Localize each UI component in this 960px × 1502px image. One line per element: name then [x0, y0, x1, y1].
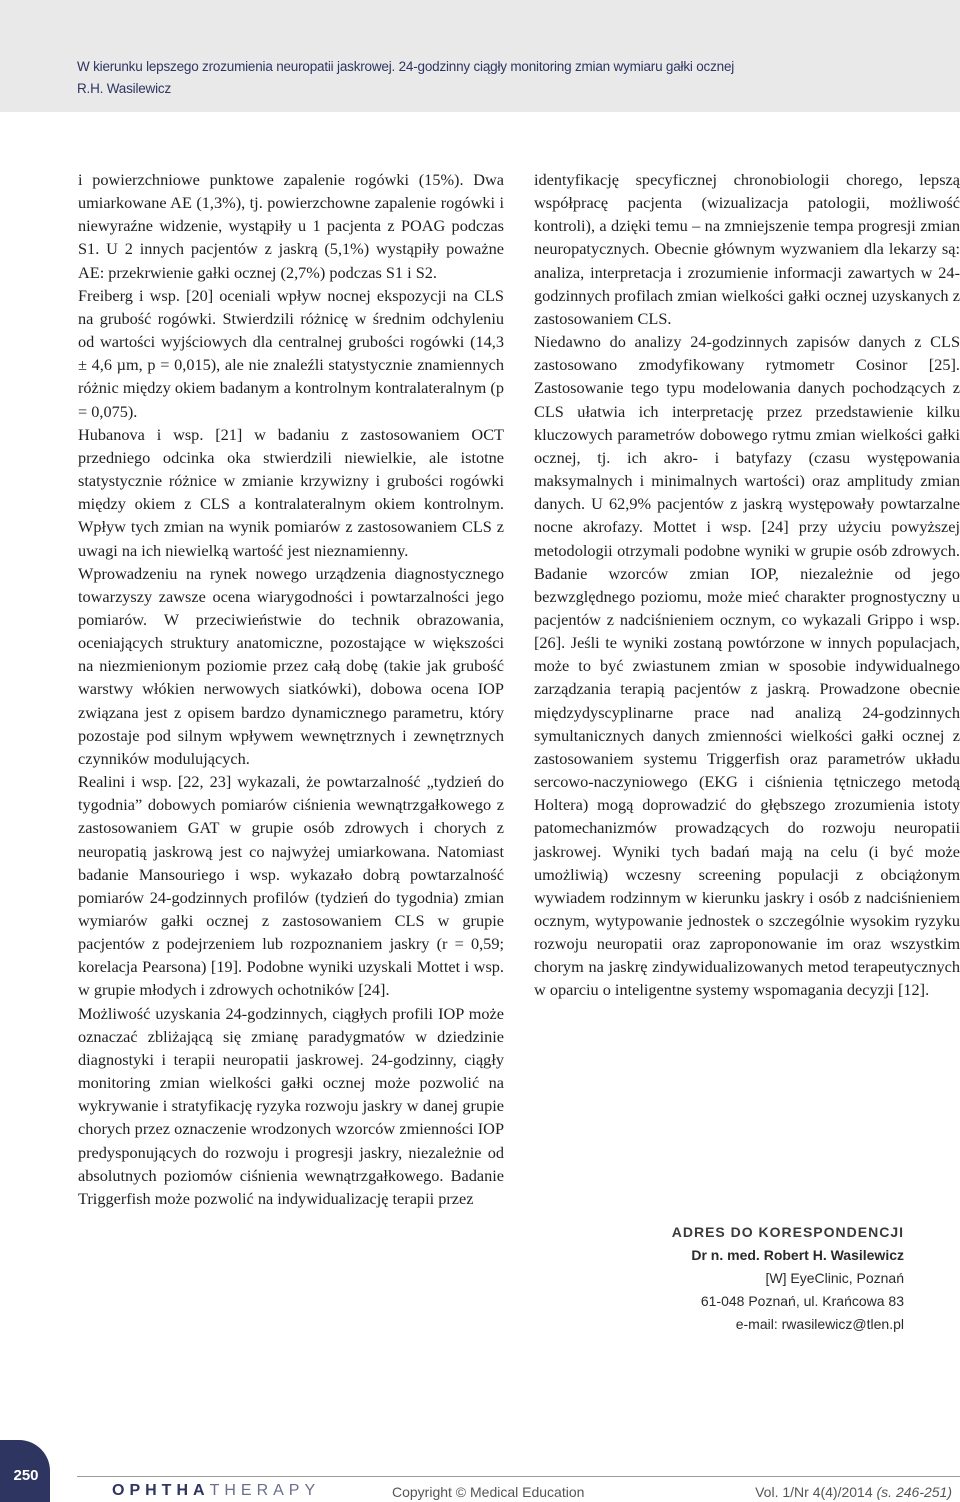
correspondence-block: [630, 1221, 904, 1336]
paragraph: i powierzchniowe punktowe zapalenie rogówki (15%). Dwa umiarkowane AE (1,3%), tj. powierzchowne zapalenie rogówki i niewyraźne widzenie, wystąpiły u 1 pacjenta z POAG podczas S1. U 2 innych pacjentów z jaskrą (5,1%) wystąpiły poważne AE: przekrwienie gałki ocznej (2,7%) podczas S1 i S2.: [78, 170, 504, 282]
paragraph: Hubanova i wsp. [21] w badaniu z zastosowaniem OCT przedniego odcinka oka stwierdzili niewielkie, ale istotne statystycznie różnice w zmianie krzywizny i grubości rogówki między okiem z CLS a kontralateralnym okiem kontrolnym. Wpływ tych zmian na wynik pomiarów z zastosowaniem CLS z uwagi na ich niewielką wartość jest nieznamienny.: [78, 424, 504, 560]
page-range: (s. 246-251): [876, 1484, 952, 1500]
copyright: Copyright © Medical Education: [392, 1484, 585, 1500]
volume: Vol. 1/Nr 4(4)/2014: [755, 1484, 873, 1500]
correspondence-heading: ADRES DO KORESPONDENCJI: [671, 1224, 904, 1240]
paragraph: identyfikację specyficznej chronobiologii chorego, lepszą współpracę pacjenta (wizualizacja patologii, możliwość kontroli), a dzięki temu – na zmniejszenie tempa progresji zmian neuropatycznych. Obecnie głównym wyzwaniem dla lekarzy są: analiza, interpretacja i zrozumienie informacji zawartych w 24-godzinnych profilach zmian wielkości gałki ocznej uzyskanych z zastosowaniem CLS.: [534, 170, 960, 328]
paragraph: Możliwość uzyskania 24-godzinnych, ciągłych profili IOP może oznaczać zbliżającą się zmianę paradygmatów w dziedzinie diagnostyki i terapii neuropatii jaskrowej. 24-godzinny, ciągły monitoring zmian wielkości gałki ocznej może pozwolić na wykrywanie i stratyfikację ryzyka rozwoju jaskry w danej grupie chorych przez oznaczenie wrodzonych wzorców zmienności IOP predysponujących do rozwoju i progresji jaskry, niezależnie od absolutnych poziomów ciśnienia wewnątrzgałkowego. Badanie Triggerfish może pozwolić na indywidualizację terapii przez: [78, 1003, 504, 1208]
running-title: W kierunku lepszego zrozumienia neuropatii jaskrowej. 24-godzinny ciągły monitoring zmian wymiaru gałki ocznej: [77, 59, 735, 74]
footer-divider: [77, 1476, 960, 1477]
paragraph: Wprowadzeniu na rynek nowego urządzenia diagnostycznego towarzyszy zawsze ocena wiarygodności i powtarzalności jego pomiarów. W przeciwieństwie do technik obrazowania, oceniających struktury anatomiczne, pozostające w większości na niezmienionym poziomie przez całą dobę (takie jak grubość warstwy włókien nerwowych siatkówki), dobowa ocena IOP związana jest z opisem bardzo dynamicznego parametru, który pozostaje pod silnym wpływem wewnętrznych i zewnętrznych czynników modulujących.: [78, 563, 504, 768]
paragraph: Realini i wsp. [22, 23] wykazali, że powtarzalność „tydzień do tygodnia” dobowych pomiarów ciśnienia wewnątrzgałkowego z zastosowaniem GAT w grupie osób zdrowych i chorych z neuropatią jaskrową jest co najwyżej umiarkowana. Natomiast badanie Mansouriego i wsp. wykazało dobrą powtarzalność pomiarów 24-godzinnych profilów (tydzień do tygodnia) zmian wymiarów gałki ocznej z zastosowaniem CLS w grupie pacjentów z podejrzeniem lub rozpoznaniem jaskry (r = 0,59; korelacja Pearsona) [19]. Podobne wyniki uzyskali Mottet i wsp. w grupie młodych i zdrowych ochotników [24].: [78, 772, 504, 1000]
correspondence-name: Dr n. med. Robert H. Wasilewicz: [691, 1247, 904, 1263]
correspondence-email: e-mail: rwasilewicz@tlen.pl: [735, 1316, 904, 1332]
page-number: 250: [13, 1467, 39, 1484]
paragraph: Freiberg i wsp. [20] oceniali wpływ nocnej ekspozycji na CLS na grubość rogówki. Stwierdzili różnicę w średnim odchyleniu od wartości wyjściowych dla centralnej grubości rogówki (14,3 ± 4,6 µm, p = 0,015), ale nie znaleźli statystycznie znamiennych różnic między okiem badanym a kontrolnym kontralateralnym (p = 0,075).: [78, 285, 504, 421]
journal-logo-light: THERAPY: [209, 1482, 321, 1499]
correspondence-address-1: [W] EyeClinic, Poznań: [765, 1270, 904, 1286]
left-column: [78, 168, 504, 1210]
paragraph: Niedawno do analizy 24-godzinnych zapisów danych z CLS zastosowano zmodyfikowany rytmometr Cosinor [25]. Zastosowanie tego typu modelowania danych pochodzących z CLS ułatwia ich interpretację przez przedstawienie kilku kluczowych parametrów dobowego rytmu zmian wielkości gałki ocznej, tj. ich akro- i batyfazy (czasu występowania maksymalnych i minimalnych wartości) oraz amplitudy zmian danych. U 62,9% pacjentów z jaskrą występowały powtarzalne nocne akrofazy. Mottet i wsp. [24] przy użyciu powyższej metodologii otrzymali podobne wyniki w grupie osób zdrowych. Badanie wzorców zmian IOP, niezależnie od jego bezwzględnego poziomu, może mieć charakter prognostyczny u pacjentów z nadciśnieniem ocznym, co wykazali Grippo i wsp. [26]. Jeśli te wyniki zostaną powtórzone w innych populacjach, może to być zwiastunem zmian w sposobie indywidualnego zarządzania terapią pacjentów z jaskrą. Prowadzone obecnie międzydyscyplinarne prace nad analizą 24-godzinnych symultanicznych danych zmienności wielkości gałki ocznej z zastosowaniem systemu Triggerfish oraz parametrów układu sercowo-naczyniowego (EKG i ciśnienia tętniczego metodą Holtera) mogą doprowadzić do głębszego zrozumienia istoty patomechanizmów prowadzących do rozwoju neuropatii jaskrowej. Wyniki tych badań mają na celu (i być może umożliwią) wczesny screening populacji z obciążonym wywiadem rodzinnym w kierunku jaskry i osób z nadciśnieniem ocznym, wytypowanie jednostek o szczególnie wysokim ryzyku rozwoju neuropatii oraz zaproponowanie im oraz wszystkim chorym na jaskrę zindywidualizowanych metod terapeutycznych w oparciu o inteligentne systemy wspomagania decyzji [12].: [534, 332, 960, 1000]
volume-info: [755, 1484, 952, 1500]
correspondence-address-2: 61-048 Poznań, ul. Krańcowa 83: [700, 1293, 904, 1309]
running-header: [77, 56, 734, 100]
journal-logo-bold: OPHTHA: [112, 1482, 210, 1499]
journal-logo: [112, 1482, 320, 1500]
right-column: [534, 168, 960, 1002]
running-author: R.H. Wasilewicz: [77, 81, 172, 96]
